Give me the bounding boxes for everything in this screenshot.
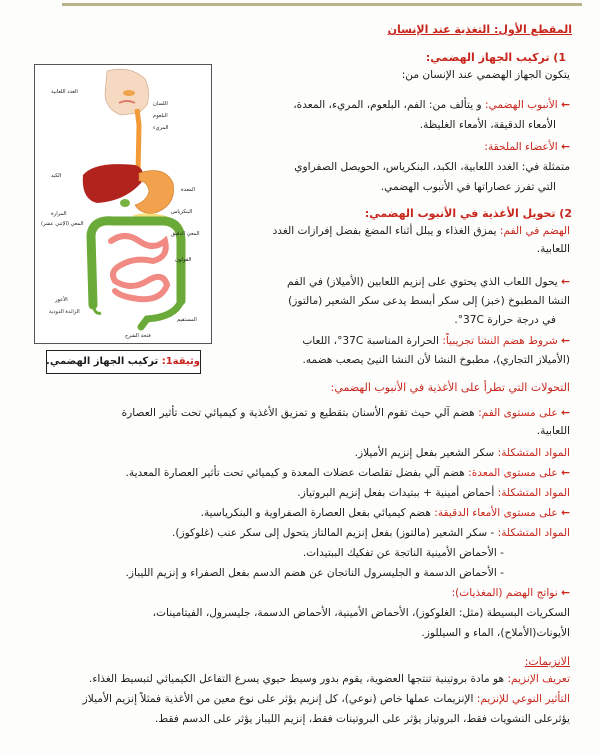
section2-heading: 2) تحويل الأغذية في الأنبوب الهضمي: <box>364 207 572 220</box>
label-rectum: المستقيم <box>177 317 197 323</box>
small-intestine-shape <box>111 236 167 299</box>
t-intestine-line <box>201 506 570 521</box>
section1-intro: يتكون الجهاز الهضمي عند الإنسان من: <box>401 69 570 81</box>
t-stomach-mat-text: أحماض أمينية + ببتيدات بفعل إنزيم البروتياز. <box>297 487 498 499</box>
label-esophagus: المريء <box>153 125 169 131</box>
glands-text2: التي تفرز عصاراتها في الأنبوب الهضمي. <box>380 181 556 193</box>
t-intestine-mat3: - الأحماض الدسمة و الجليسرول الناتجان عن هضم الدسم بفعل الصفراء و إنزيم الليباز. <box>125 567 504 579</box>
digestive-system-diagram <box>34 64 212 344</box>
t-mouth-mat-label: المواد المتشكلة: <box>497 447 570 459</box>
mouth-label: الهضم في الفم: <box>499 225 570 237</box>
label-salivary: الغدد اللعابية <box>51 89 78 95</box>
enzyme-def-text: هو مادة بروتينية تنتجها العضوية، يقوم بدور وسيط حيوي يسرع التفاعل الكيميائي لتبسيط الغذاء. <box>88 673 508 685</box>
top-divider <box>62 3 582 6</box>
arrow-icon: ← <box>561 467 570 479</box>
label-duodenum: المعي (الإثني عشر) <box>41 221 84 227</box>
arrow-icon: ← <box>561 507 570 519</box>
tube-text2: الأمعاء الدقيقة، الأمعاء الغليظة. <box>419 119 556 131</box>
glands-label: الأعضاء الملحقة: <box>484 141 558 153</box>
saliva-text3: في درجة حرارة 37C°. <box>454 314 556 326</box>
glands-line <box>484 140 570 155</box>
mouth-text2: اللعابية. <box>536 243 570 255</box>
saliva-line1 <box>287 275 570 290</box>
t-stomach-mat <box>297 486 570 501</box>
label-cecum: الأعور <box>55 297 68 303</box>
arrow-icon: ← <box>561 407 570 419</box>
transform-heading: التحولات التي تطرأ على الأغذية في الأنبوب الهضمي: <box>330 381 570 394</box>
cond-text2: (الأميلاز التجاري)، مطبوخ النشا لأن النشا النيئ يصعب هضمه. <box>302 354 570 366</box>
tube-line1 <box>293 98 570 113</box>
t-products-text1: السكريات البسيطة (مثل: الغلوكوز)، الأحماض الأمينية، الأحماض الدسمة، جليسرول، الفيتامينات، <box>152 607 570 619</box>
t-mouth-text1: هضم آلي حيث تقوم الأسنان بتقطيع و تمزيق الأغذية و كيميائي تحت تأثير العصارة <box>121 407 479 419</box>
enzyme-def <box>89 672 570 687</box>
rectum-shape <box>141 301 181 327</box>
t-intestine-mat-label: المواد المتشكلة: <box>497 527 570 539</box>
arrow-icon: ← <box>561 276 570 288</box>
t-intestine-mat2: - الأحماض الأمينية الناتجة عن تفكيك الببتيدات. <box>302 547 504 559</box>
label-liver: الكبد <box>51 173 62 179</box>
label-gallbladder: المرارة <box>51 211 67 217</box>
label-stomach: المعدة <box>181 187 195 193</box>
t-stomach-mat-label: المواد المتشكلة: <box>497 487 570 499</box>
label-tongue: اللسان <box>153 101 168 107</box>
saliva-text1: يحول اللعاب الذي يحتوي على إنزيم اللعابين (الأميلاز) في الفم <box>287 276 558 288</box>
cond-text1: الحرارة المناسبة 37C°، اللعاب <box>302 335 443 347</box>
digestive-system-svg <box>35 65 211 343</box>
page-title: المقطع الأول: التغذية عند الإنسان <box>387 23 572 36</box>
t-intestine-text: هضم كيميائي بفعل العصارة الصفراوية و البنكرياسية. <box>200 507 435 519</box>
tube-text1: و يتألف من: الفم، البلعوم، المريء، المعدة، <box>293 99 486 111</box>
arrow-icon: ← <box>561 141 570 153</box>
caption-text: تركيب الجهاز الهضمي. <box>46 356 162 367</box>
label-colon: القولون <box>175 257 192 263</box>
t-products-text2: الأيونات(الأملاح)، الماء و السيللوز. <box>421 627 570 639</box>
enzyme-spec <box>83 692 570 707</box>
arrow-icon: ← <box>561 335 570 347</box>
mouth-line1 <box>273 224 570 239</box>
label-small-intestine: المعي الدقيق <box>171 231 200 237</box>
enzyme-spec-text2: يؤثرعلى النشويات فقط، البروتياز يؤثر على البروتينات فقط، إنزيم الليباز يؤثر على الدسم فقط. <box>155 713 570 725</box>
t-products-line <box>452 586 570 601</box>
t-stomach-label: على مستوى المعدة: <box>468 467 558 479</box>
label-pancreas: البنكرياس <box>171 209 193 215</box>
enzyme-def-label: تعريف الإنزيم: <box>507 673 570 685</box>
t-intestine-mat <box>172 526 570 541</box>
gallbladder-shape <box>120 199 130 207</box>
cond-label: شروط هضم النشا تجريبياً: <box>442 335 558 347</box>
label-pharynx: البلعوم <box>153 113 168 119</box>
mouth-text1: يمزق الغذاء و يبلل أثناء المضغ بفضل إفرازات الغدد <box>272 225 500 237</box>
esophagus-shape <box>137 109 139 175</box>
section1-heading: 1) تركيب الجهاز الهضمي: <box>425 51 566 64</box>
arrow-icon: ← <box>561 99 570 111</box>
salivary-gland-shape <box>123 90 135 96</box>
t-mouth-label: على مستوى الفم: <box>478 407 558 419</box>
diagram-caption <box>46 350 201 374</box>
t-intestine-label: على مستوى الأمعاء الدقيقة: <box>434 507 558 519</box>
label-anus: فتحة الشرج <box>125 333 151 339</box>
stomach-shape <box>135 171 174 214</box>
liver-shape <box>83 164 143 203</box>
enzyme-spec-label: التأثير النوعي للإنزيم: <box>476 693 570 705</box>
t-stomach-text: هضم آلي بفضل تقلصات عضلات المعدة و كيميائي تحت تأثير العصارة المعدية. <box>125 467 469 479</box>
t-mouth-mat-text: سكر الشعير بفعل إنزيم الأميلاز. <box>354 447 498 459</box>
t-mouth-text2: اللعابية. <box>536 425 570 437</box>
enzyme-spec-text: الإنزيمات عملها خاص (نوعي)، كل إنزيم يؤثر على نوع معين من الأغذية فمثلاً إنزيم الأميلاز <box>82 693 477 705</box>
cond-line1 <box>302 334 570 349</box>
t-stomach-line <box>126 466 570 481</box>
label-appendix: الزائدة الدودية <box>49 309 80 315</box>
t-mouth-line1 <box>122 406 570 421</box>
tube-label: الأنبوب الهضمي: <box>485 99 558 111</box>
enzymes-heading: الانزيمات: <box>524 655 570 668</box>
caption-label: وثيقة1: <box>161 356 200 367</box>
t-intestine-mat-text: - سكر الشعير (مالتوز) بفعل إنزيم المالتاز يتحول إلى سكر عنب (غلوكوز). <box>171 527 498 539</box>
arrow-icon: ← <box>561 587 570 599</box>
saliva-text2: النشا المطبوخ (خبز) إلى سكر أبسط يدعى سكر الشعير (مالتوز) <box>288 295 570 307</box>
t-products-label: نواتج الهضم (المغذيات): <box>451 587 558 599</box>
t-mouth-mat <box>355 446 570 461</box>
glands-text1: متمثلة في: الغدد اللعابية، الكبد، البنكرياس، الحويصل الصفراوي <box>294 161 570 173</box>
